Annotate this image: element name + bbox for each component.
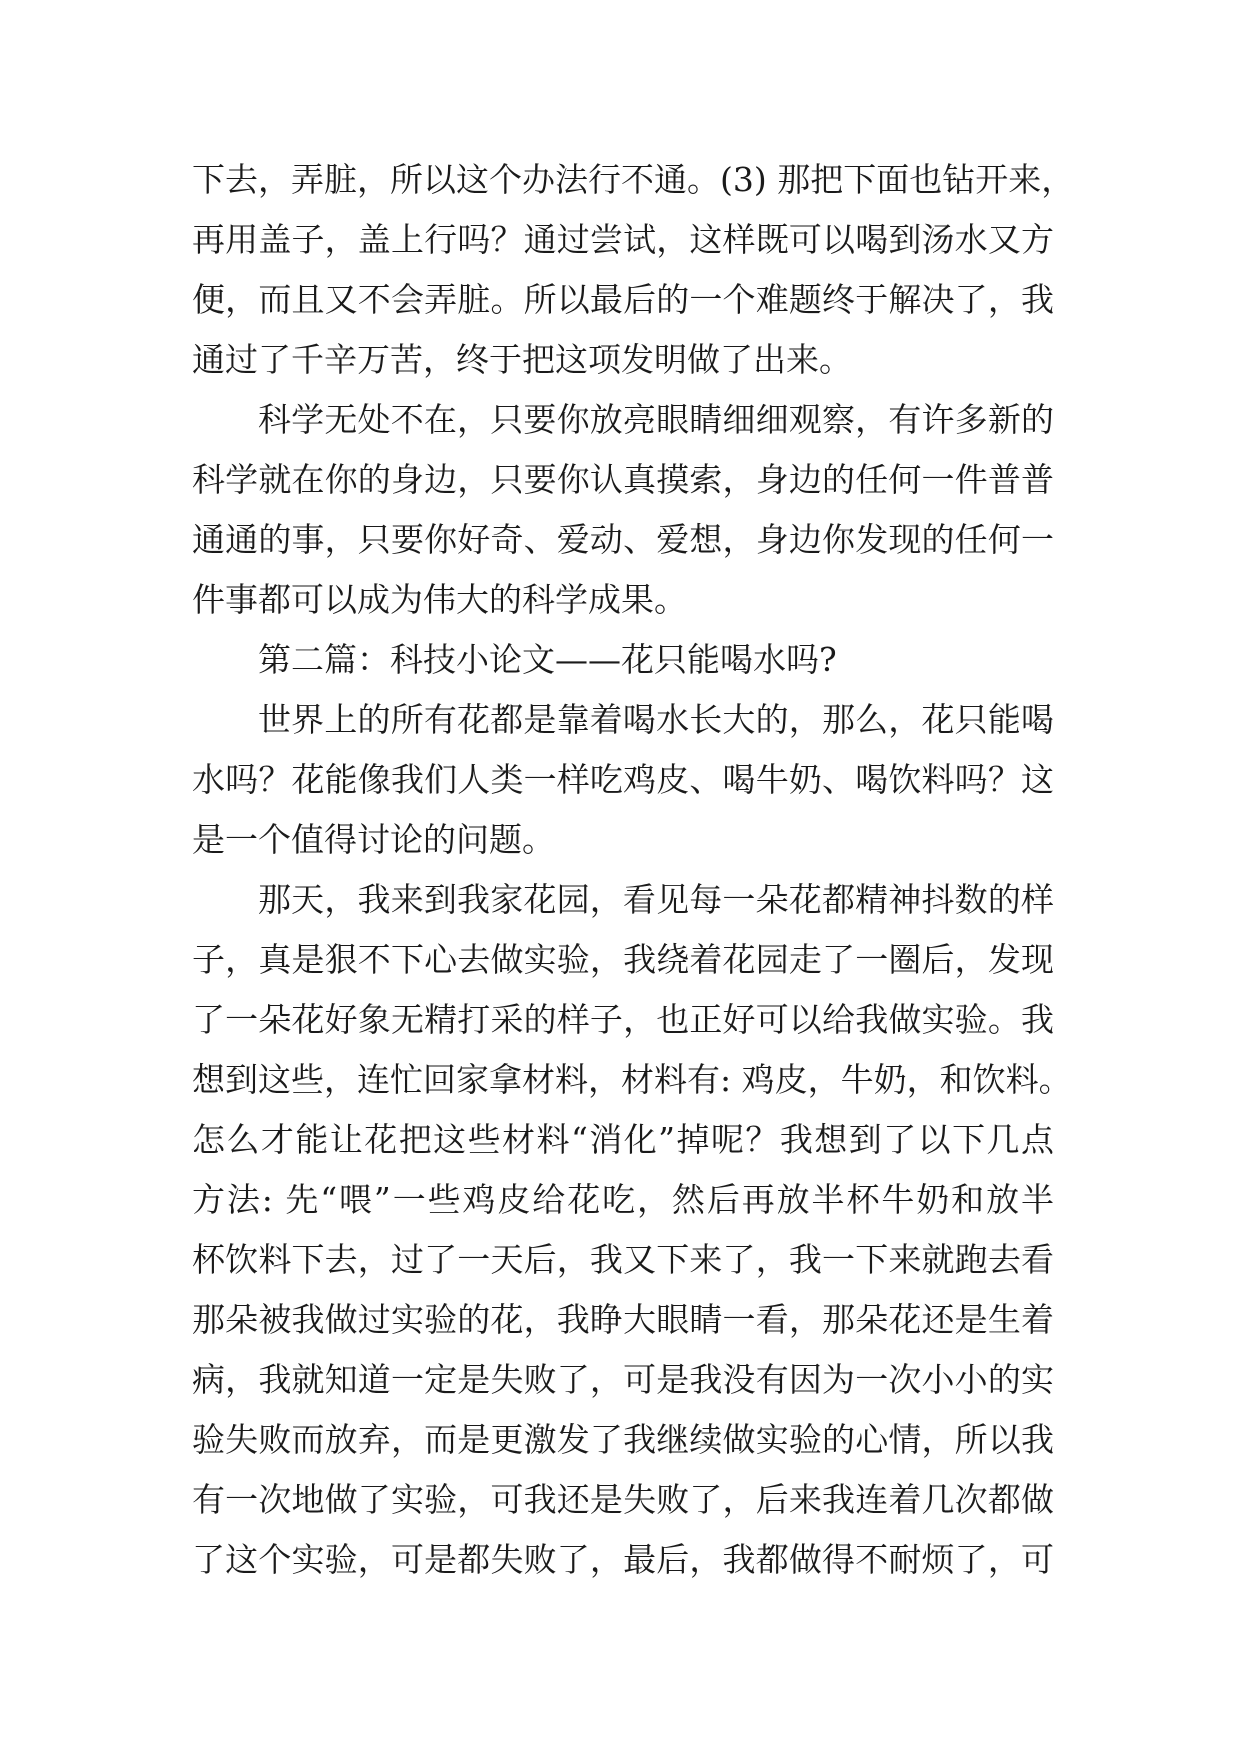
text-line: 科学就在你的身边，只要你认真摸索，身边的任何一件普普 — [192, 460, 1054, 499]
text-line: 水吗？花能像我们人类一样吃鸡皮、喝牛奶、喝饮料吗？这 — [192, 760, 1054, 799]
text-line: 想到这些，连忙回家拿材料，材料有: 鸡皮，牛奶，和饮料。 — [192, 1060, 1072, 1099]
text-line: 件事都可以成为伟大的科学成果。 — [192, 580, 687, 619]
paragraph-1 — [192, 150, 1075, 390]
document-body — [192, 150, 1075, 1590]
text-line: 验失败而放弃，而是更激发了我继续做实验的心情，所以我 — [192, 1420, 1054, 1459]
heading-line: 第二篇：科技小论文——花只能喝水吗? — [258, 640, 837, 679]
text-line: 那天，我来到我家花园，看见每一朵花都精神抖数的样 — [258, 880, 1054, 919]
paragraph-4 — [192, 690, 1054, 870]
text-line: 科学无处不在，只要你放亮眼睛细细观察，有许多新的 — [258, 400, 1054, 439]
section-heading — [192, 630, 1054, 690]
text-line: 下去，弄脏，所以这个办法行不通。(3) 那把下面也钻开来， — [192, 160, 1075, 199]
text-line: 通过了千辛万苦，终于把这项发明做了出来。 — [192, 340, 852, 379]
text-line: 杯饮料下去，过了一天后，我又下来了，我一下来就跑去看 — [192, 1240, 1054, 1279]
text-line: 怎么才能让花把这些材料“消化”掉呢？我想到了以下几点 — [192, 1120, 1054, 1159]
text-line: 了一朵花好象无精打采的样子，也正好可以给我做实验。我 — [192, 1000, 1054, 1039]
text-line: 病，我就知道一定是失败了，可是我没有因为一次小小的实 — [192, 1360, 1054, 1399]
text-line: 方法: 先“喂”一些鸡皮给花吃，然后再放半杯牛奶和放半 — [192, 1180, 1054, 1219]
paragraph-5 — [192, 870, 1072, 1590]
text-line: 便，而且又不会弄脏。所以最后的一个难题终于解决了，我 — [192, 280, 1054, 319]
text-line: 世界上的所有花都是靠着喝水长大的，那么，花只能喝 — [258, 700, 1054, 739]
text-line: 是一个值得讨论的问题。 — [192, 820, 555, 859]
text-line: 那朵被我做过实验的花，我睁大眼睛一看，那朵花还是生着 — [192, 1300, 1054, 1339]
text-line: 再用盖子，盖上行吗？通过尝试，这样既可以喝到汤水又方 — [192, 220, 1054, 259]
text-line: 通通的事，只要你好奇、爱动、爱想，身边你发现的任何一 — [192, 520, 1054, 559]
paragraph-2 — [192, 390, 1054, 630]
text-line: 子，真是狠不下心去做实验，我绕着花园走了一圈后，发现 — [192, 940, 1054, 979]
text-line: 有一次地做了实验，可我还是失败了，后来我连着几次都做 — [192, 1480, 1054, 1519]
text-line: 了这个实验，可是都失败了，最后，我都做得不耐烦了，可 — [192, 1540, 1054, 1579]
